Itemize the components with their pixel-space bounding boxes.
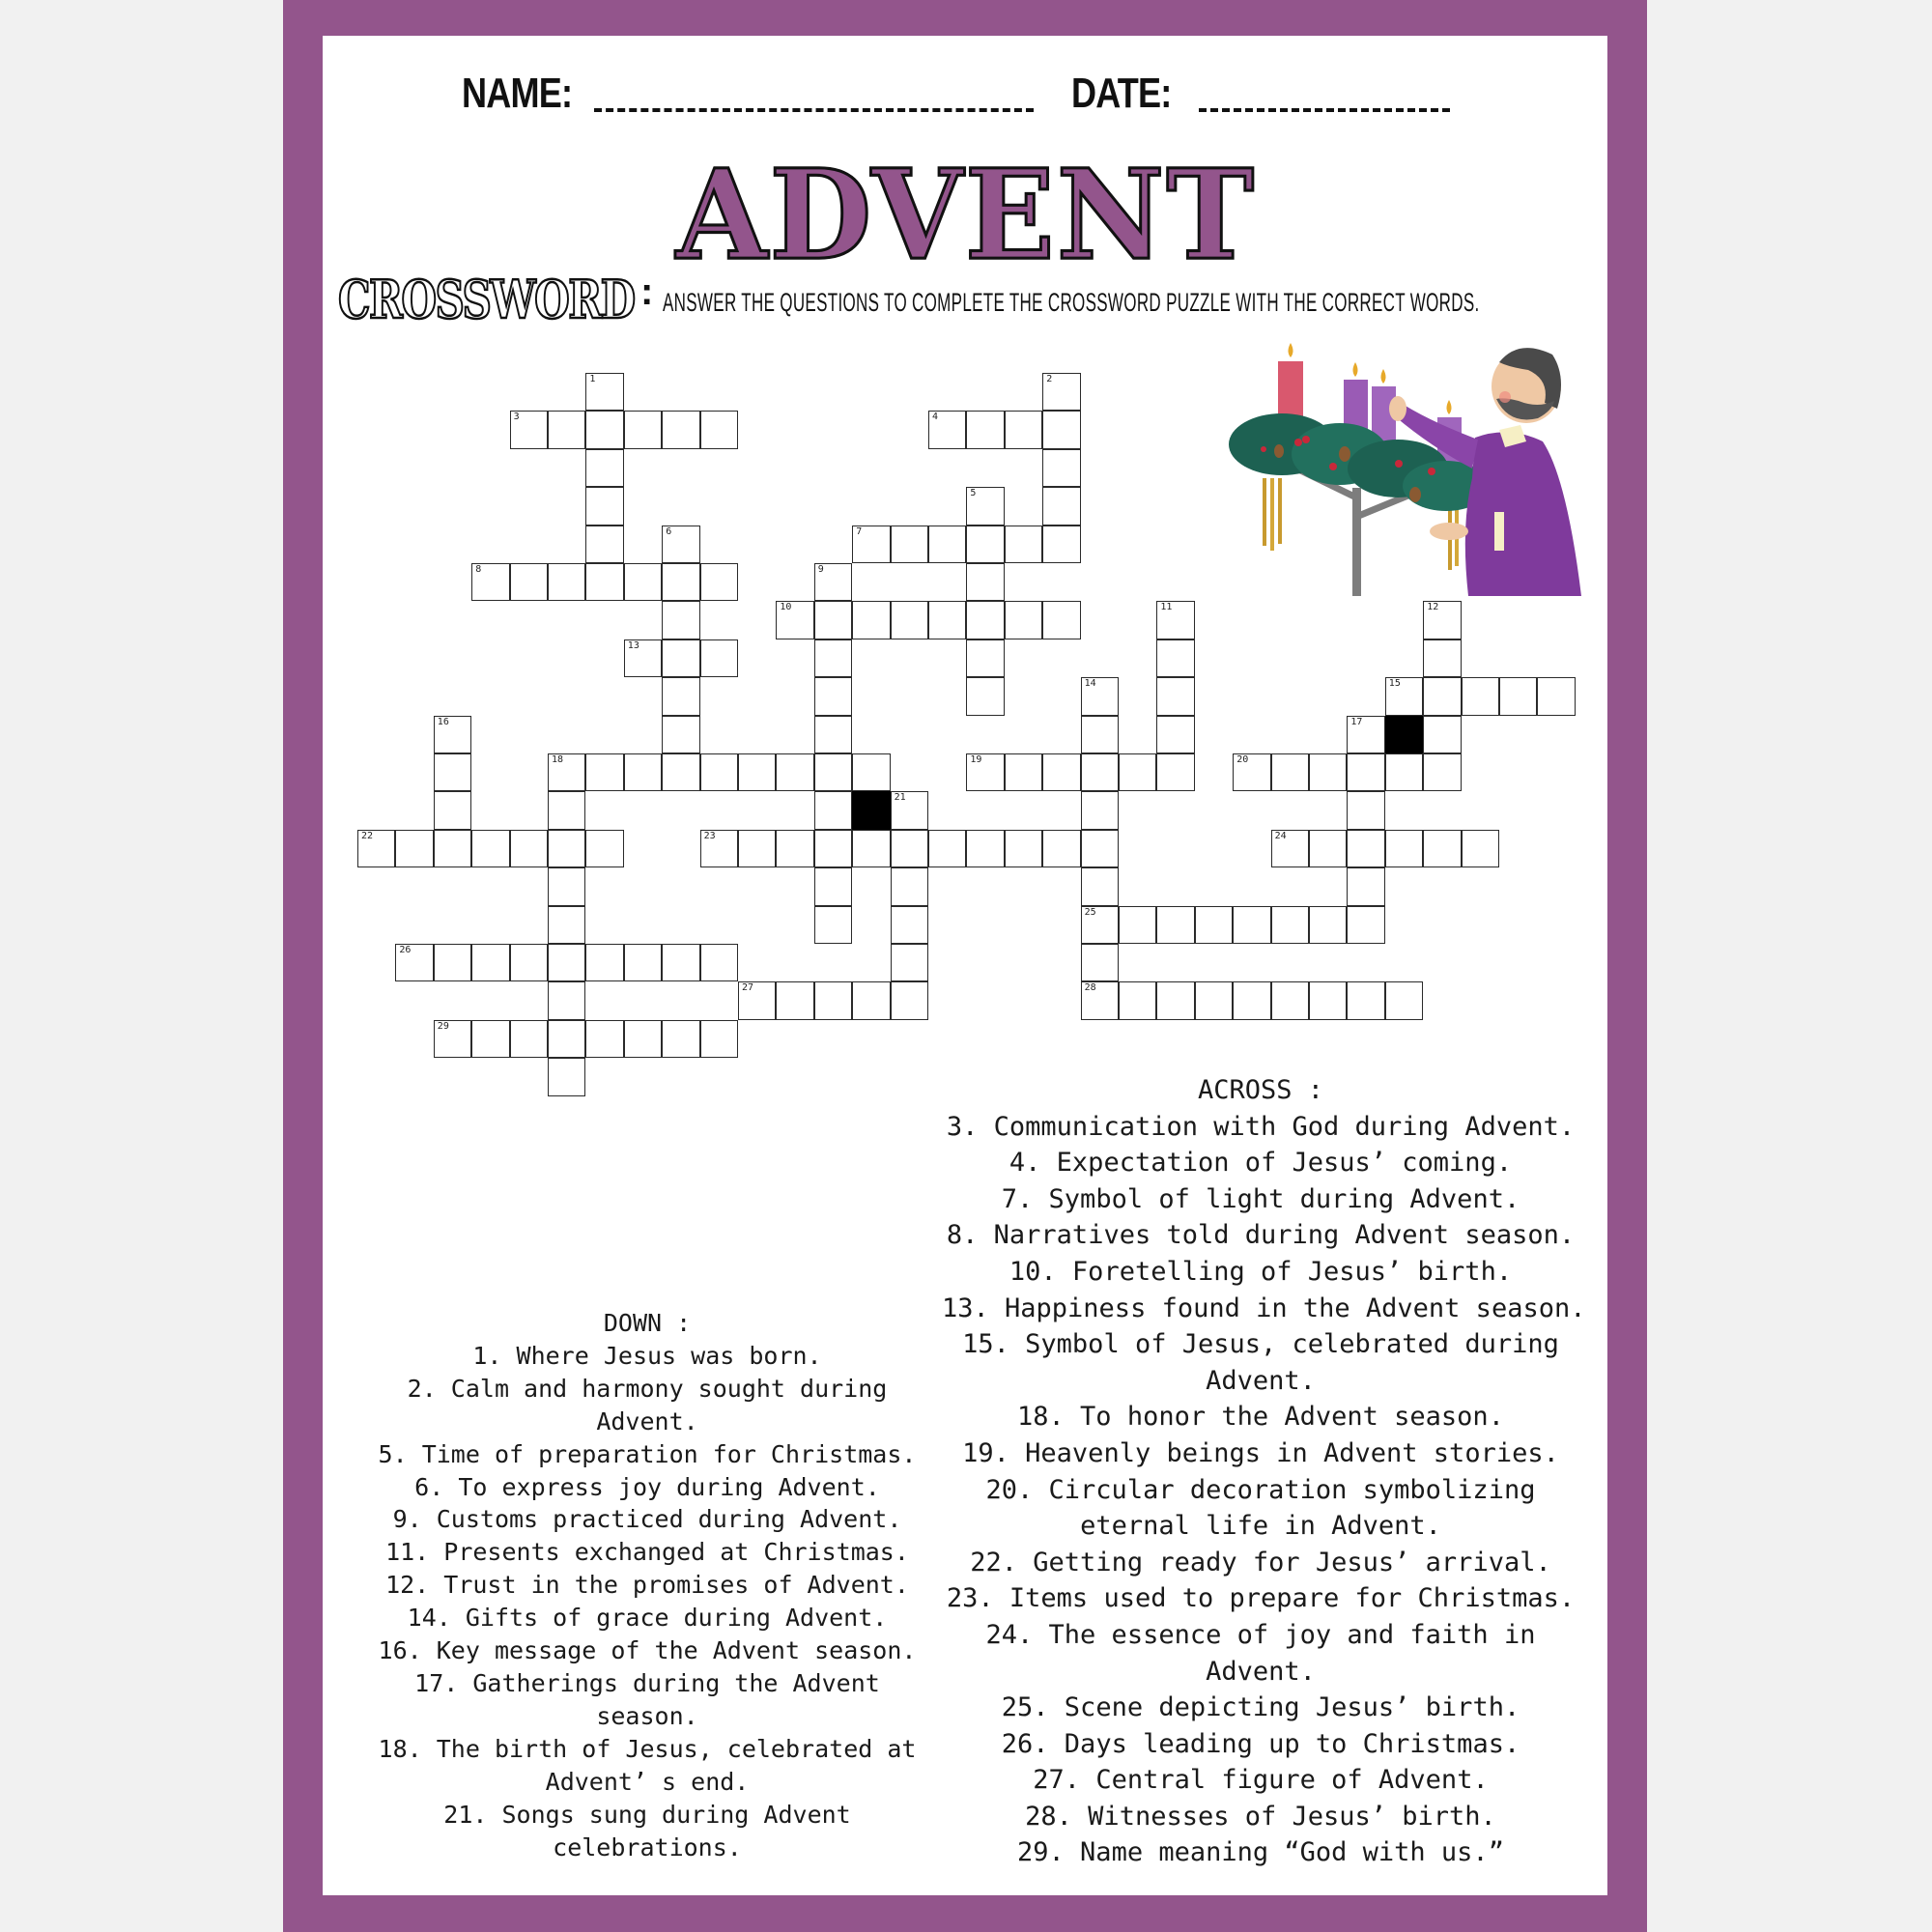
clue-number: 26 (399, 945, 412, 955)
crossword-cell[interactable] (662, 677, 699, 715)
crossword-cell[interactable] (1081, 867, 1119, 905)
crossword-cell[interactable] (891, 906, 928, 944)
crossword-cell[interactable] (852, 981, 890, 1019)
across-clues (942, 1072, 1586, 1871)
heading-colon: : (640, 270, 654, 313)
crossword-cell[interactable] (1156, 677, 1194, 715)
crossword-cell[interactable] (1347, 981, 1384, 1019)
advent-wreath-icon (1219, 333, 1588, 599)
crossword-cell[interactable] (1309, 830, 1347, 867)
crossword-cell[interactable] (624, 944, 662, 981)
crossword-cell[interactable] (1423, 677, 1461, 715)
clue-number: 12 (1427, 602, 1439, 613)
crossword-cell[interactable] (624, 1020, 662, 1058)
down-clue: 9. Customs practiced during Advent. (392, 1505, 902, 1534)
crossword-cell[interactable] (776, 753, 813, 791)
across-clue: 29. Name meaning “God with us.” (1017, 1837, 1504, 1868)
crossword-cell[interactable] (1005, 830, 1042, 867)
crossword-cell[interactable] (1156, 639, 1194, 677)
across-clue: 28. Witnesses of Jesus’ birth. (1025, 1801, 1496, 1832)
crossword-cell[interactable] (1081, 981, 1119, 1019)
crossword-cell[interactable] (814, 716, 852, 753)
crossword-cell[interactable] (662, 753, 699, 791)
crossword-cell[interactable] (662, 563, 699, 601)
name-label: NAME: (462, 70, 573, 117)
crossword-cell[interactable] (1195, 906, 1233, 944)
crossword-cell[interactable] (738, 753, 776, 791)
crossword-cell[interactable] (738, 830, 776, 867)
clue-number: 29 (437, 1020, 449, 1032)
crossword-cell[interactable] (966, 830, 1004, 867)
down-clue: celebrations. (553, 1833, 742, 1861)
clue-number: 28 (1084, 982, 1096, 994)
down-clue: Advent’ s end. (545, 1767, 750, 1796)
clue-number: 19 (970, 754, 982, 765)
crossword-cell[interactable] (662, 411, 699, 448)
crossword-cell[interactable] (1081, 753, 1119, 791)
crossword-cell[interactable] (548, 1058, 585, 1095)
across-clue: 23. Items used to prepare for Christmas. (946, 1583, 1576, 1614)
clue-number: 2 (1046, 374, 1053, 384)
crossword-cell[interactable] (585, 411, 623, 448)
crossword-cell[interactable] (1271, 753, 1309, 791)
crossword-cell[interactable] (1042, 449, 1080, 487)
clue-number: 5 (970, 488, 977, 499)
crossword-cell[interactable] (1119, 753, 1156, 791)
across-clue: 25. Scene depicting Jesus’ birth. (1001, 1692, 1520, 1723)
crossword-cell[interactable] (891, 830, 928, 867)
crossword-cell[interactable] (548, 563, 585, 601)
down-clue: season. (596, 1701, 698, 1730)
down-clue: 1. Where Jesus was born. (472, 1341, 822, 1370)
down-clue: 18. The birth of Jesus, celebrated at (378, 1734, 917, 1763)
crossword-cell[interactable] (1233, 906, 1270, 944)
crossword-cell[interactable] (624, 563, 662, 601)
crossword-cell[interactable] (662, 526, 699, 563)
crossword-cell[interactable] (662, 1020, 699, 1058)
crossword-cell[interactable] (814, 906, 852, 944)
crossword-cell[interactable] (700, 753, 738, 791)
crossword-cell[interactable] (1081, 906, 1119, 944)
crossword-cell[interactable] (891, 601, 928, 639)
crossword-cell[interactable] (510, 563, 548, 601)
crossword-cell[interactable] (434, 791, 471, 829)
crossword-cell[interactable] (1119, 981, 1156, 1019)
crossword-cell[interactable] (700, 563, 738, 601)
crossword-cell[interactable] (700, 1020, 738, 1058)
crossword-cell[interactable] (700, 830, 738, 867)
crossword-cell[interactable] (1233, 753, 1270, 791)
crossword-cell[interactable] (814, 867, 852, 905)
across-clue-list (942, 1109, 1586, 1871)
across-clue: 18. To honor the Advent season. (1017, 1402, 1504, 1433)
crossword-cell[interactable] (1081, 944, 1119, 981)
crossword-cell[interactable] (1309, 906, 1347, 944)
crossword-cell[interactable] (624, 639, 662, 677)
crossword-cell[interactable] (434, 1020, 471, 1058)
crossword-cell[interactable] (1423, 639, 1461, 677)
crossword-cell[interactable] (585, 449, 623, 487)
crossword-cell[interactable] (434, 830, 471, 867)
crossword-cell[interactable] (510, 1020, 548, 1058)
crossword-cell[interactable] (471, 944, 509, 981)
advent-wreath-priest-illustration (1219, 333, 1588, 599)
crossword-cell[interactable] (1462, 830, 1499, 867)
crossword-cell[interactable] (928, 601, 966, 639)
crossword-cell[interactable] (966, 601, 1004, 639)
crossword-cell[interactable] (585, 944, 623, 981)
down-clue: 12. Trust in the promises of Advent. (385, 1571, 909, 1600)
crossword-cell[interactable] (1385, 677, 1423, 715)
across-clue: 7. Symbol of light during Advent. (1001, 1183, 1520, 1214)
crossword-cell[interactable] (1423, 601, 1461, 639)
crossword-cell[interactable] (1042, 830, 1080, 867)
crossword-cell[interactable] (1081, 830, 1119, 867)
crossword-cell[interactable] (814, 639, 852, 677)
crossword-cell[interactable] (852, 753, 890, 791)
crossword-cell[interactable] (1005, 411, 1042, 448)
crossword-cell[interactable] (1347, 830, 1384, 867)
instructions-text: ANSWER THE QUESTIONS TO COMPLETE THE CROSSWORD PUZZLE WITH THE CORRECT WORDS. (663, 288, 1480, 317)
crossword-cell[interactable] (1042, 373, 1080, 411)
crossword-cell[interactable] (814, 601, 852, 639)
down-clue: 14. Gifts of grace during Advent. (407, 1604, 888, 1633)
crossword-cell[interactable] (1042, 526, 1080, 563)
crossword-heading: CROSSWORD (338, 269, 635, 330)
crossword-cell[interactable] (1537, 677, 1575, 715)
crossword-cell[interactable] (585, 1020, 623, 1058)
crossword-cell[interactable] (700, 411, 738, 448)
crossword-cell[interactable] (891, 791, 928, 829)
clue-number: 11 (1160, 602, 1173, 613)
crossword-cell[interactable] (738, 981, 776, 1019)
date-label: DATE: (1071, 70, 1172, 117)
clue-number: 24 (1274, 830, 1287, 841)
crossword-cell[interactable] (585, 373, 623, 411)
crossword-cell[interactable] (548, 753, 585, 791)
crossword-cell[interactable] (966, 639, 1004, 677)
crossword-cell[interactable] (776, 981, 813, 1019)
crossword-cell[interactable] (966, 563, 1004, 601)
crossword-cell[interactable] (585, 487, 623, 525)
crossword-cell[interactable] (1042, 753, 1080, 791)
crossword-cell[interactable] (548, 867, 585, 905)
crossword-cell[interactable] (1156, 981, 1194, 1019)
down-header: DOWN : (603, 1309, 692, 1337)
down-clue: 17. Gatherings during the Advent (414, 1668, 880, 1697)
crossword-cell[interactable] (1156, 716, 1194, 753)
crossword-cell[interactable] (1385, 981, 1423, 1019)
crossword-cell[interactable] (1271, 981, 1309, 1019)
crossword-cell[interactable] (1156, 906, 1194, 944)
down-clues (372, 1307, 923, 1863)
crossword-cell[interactable] (585, 753, 623, 791)
crossword-cell[interactable] (548, 944, 585, 981)
crossword-cell[interactable] (966, 677, 1004, 715)
clue-number: 27 (742, 982, 754, 994)
crossword-cell[interactable] (928, 830, 966, 867)
clue-number: 20 (1236, 754, 1249, 765)
crossword-cell[interactable] (1081, 791, 1119, 829)
crossword-cell[interactable] (548, 906, 585, 944)
across-clue: 10. Foretelling of Jesus’ birth. (1009, 1256, 1513, 1287)
down-clue: 6. To express joy during Advent. (414, 1472, 880, 1501)
crossword-cell[interactable] (966, 526, 1004, 563)
crossword-cell[interactable] (852, 601, 890, 639)
down-clue: 5. Time of preparation for Christmas. (378, 1439, 917, 1468)
crossword-cell[interactable] (1271, 830, 1309, 867)
crossword-cell[interactable] (434, 944, 471, 981)
across-clue: 13. Happiness found in the Advent season. (942, 1293, 1586, 1323)
across-clue: 8. Narratives told during Advent season. (946, 1220, 1576, 1251)
across-clue: 19. Heavenly beings in Advent stories. (962, 1437, 1559, 1468)
crossword-cell[interactable] (1347, 791, 1384, 829)
crossword-cell[interactable] (1156, 753, 1194, 791)
clue-number: 14 (1084, 678, 1096, 690)
crossword-cell[interactable] (891, 981, 928, 1019)
crossword-cell[interactable] (585, 526, 623, 563)
down-clue: 11. Presents exchanged at Christmas. (385, 1538, 909, 1567)
across-clue: 27. Central figure of Advent. (1033, 1765, 1489, 1796)
black-cell (1385, 716, 1423, 753)
clue-number: 4 (932, 412, 939, 423)
clue-number: 9 (817, 564, 824, 575)
clue-number: 17 (1350, 716, 1363, 727)
crossword-cell[interactable] (1042, 411, 1080, 448)
across-clue: 22. Getting ready for Jesus’ arrival. (970, 1547, 1551, 1577)
crossword-cell[interactable] (662, 716, 699, 753)
crossword-cell[interactable] (966, 753, 1004, 791)
crossword-cell[interactable] (966, 487, 1004, 525)
crossword-cell[interactable] (1005, 526, 1042, 563)
clue-number: 3 (513, 412, 520, 423)
across-clue: 26. Days leading up to Christmas. (1001, 1728, 1520, 1759)
crossword-cell[interactable] (1042, 487, 1080, 525)
crossword-cell[interactable] (624, 753, 662, 791)
across-clue: 3. Communication with God during Advent. (946, 1111, 1576, 1142)
black-cell (852, 791, 890, 829)
clue-number: 18 (552, 754, 564, 765)
crossword-cell[interactable] (510, 411, 548, 448)
crossword-cell[interactable] (1233, 981, 1270, 1019)
across-clue: 4. Expectation of Jesus’ coming. (1009, 1148, 1513, 1179)
clue-number: 23 (703, 830, 716, 841)
clue-number: 13 (627, 639, 639, 651)
clue-number: 16 (437, 716, 449, 727)
clue-number: 25 (1084, 906, 1096, 918)
crossword-cell[interactable] (814, 981, 852, 1019)
crossword-cell[interactable] (548, 411, 585, 448)
crossword-cell[interactable] (548, 791, 585, 829)
clue-number: 8 (475, 564, 482, 575)
crossword-cell[interactable] (1042, 601, 1080, 639)
crossword-cell[interactable] (1005, 601, 1042, 639)
crossword-cell[interactable] (1119, 906, 1156, 944)
crossword-cell[interactable] (510, 944, 548, 981)
crossword-cell[interactable] (891, 944, 928, 981)
crossword-cell[interactable] (1195, 981, 1233, 1019)
crossword-cell[interactable] (852, 526, 890, 563)
down-clue: 21. Songs sung during Advent (443, 1800, 851, 1829)
clue-number: 1 (589, 374, 596, 384)
crossword-cell[interactable] (585, 563, 623, 601)
crossword-cell[interactable] (814, 753, 852, 791)
crossword-cell[interactable] (852, 830, 890, 867)
crossword-cell[interactable] (1309, 753, 1347, 791)
crossword-cell[interactable] (814, 791, 852, 829)
crossword-cell[interactable] (1005, 753, 1042, 791)
crossword-cell[interactable] (814, 563, 852, 601)
across-clue: 24. The essence of joy and faith in (985, 1619, 1536, 1650)
crossword-cell[interactable] (471, 563, 509, 601)
clue-number: 6 (666, 526, 672, 537)
across-clue: 20. Circular decoration symbolizing (985, 1474, 1536, 1505)
crossword-cell[interactable] (776, 601, 813, 639)
crossword-cell[interactable] (434, 716, 471, 753)
crossword-cell[interactable] (814, 830, 852, 867)
crossword-cell[interactable] (1347, 753, 1384, 791)
crossword-cell[interactable] (776, 830, 813, 867)
crossword-cell[interactable] (1462, 677, 1499, 715)
down-clue: 16. Key message of the Advent season. (378, 1636, 917, 1665)
crossword-cell[interactable] (814, 677, 852, 715)
crossword-cell[interactable] (1271, 906, 1309, 944)
crossword-cell[interactable] (928, 526, 966, 563)
crossword-cell[interactable] (395, 944, 433, 981)
crossword-cell[interactable] (928, 411, 966, 448)
across-clue: Advent. (1206, 1365, 1316, 1396)
across-clue: eternal life in Advent. (1080, 1511, 1441, 1542)
crossword-cell[interactable] (891, 526, 928, 563)
crossword-cell[interactable] (510, 830, 548, 867)
crossword-cell[interactable] (1423, 753, 1461, 791)
crossword-cell[interactable] (1309, 981, 1347, 1019)
down-clue: 2. Calm and harmony sought during (407, 1374, 888, 1403)
across-header: ACROSS : (1197, 1075, 1324, 1105)
clue-number: 21 (894, 792, 906, 804)
crossword-cell[interactable] (1347, 716, 1384, 753)
crossword-cell[interactable] (662, 639, 699, 677)
down-clue-list (372, 1340, 923, 1864)
clue-number: 10 (780, 602, 792, 613)
crossword-cell[interactable] (1423, 716, 1461, 753)
down-clue: Advent. (596, 1406, 698, 1435)
crossword-cell[interactable] (548, 981, 585, 1019)
crossword-cell[interactable] (548, 830, 585, 867)
crossword-cell[interactable] (471, 1020, 509, 1058)
crossword-cell[interactable] (891, 867, 928, 905)
crossword-cell[interactable] (1081, 716, 1119, 753)
clue-number: 22 (361, 830, 374, 841)
crossword-cell[interactable] (624, 411, 662, 448)
crossword-cell[interactable] (966, 411, 1004, 448)
crossword-cell[interactable] (471, 830, 509, 867)
clue-number: 7 (856, 526, 863, 537)
crossword-cell[interactable] (1156, 601, 1194, 639)
crossword-cell[interactable] (700, 944, 738, 981)
crossword-cell[interactable] (1081, 677, 1119, 715)
crossword-cell[interactable] (585, 830, 623, 867)
clue-number: 15 (1388, 678, 1401, 690)
across-clue: 15. Symbol of Jesus, celebrated during (962, 1329, 1559, 1360)
crossword-cell[interactable] (1347, 906, 1384, 944)
page-title: ADVENT (675, 141, 1257, 288)
crossword-cell[interactable] (1385, 753, 1423, 791)
crossword-cell[interactable] (434, 753, 471, 791)
crossword-cell[interactable] (1347, 867, 1384, 905)
across-clue: Advent. (1206, 1656, 1316, 1687)
crossword-cell[interactable] (1385, 830, 1423, 867)
crossword-cell[interactable] (548, 1020, 585, 1058)
crossword-cell[interactable] (662, 944, 699, 981)
crossword-cell[interactable] (395, 830, 433, 867)
crossword-cell[interactable] (357, 830, 395, 867)
crossword-cell[interactable] (700, 639, 738, 677)
crossword-cell[interactable] (662, 601, 699, 639)
crossword-cell[interactable] (1499, 677, 1537, 715)
crossword-cell[interactable] (1423, 830, 1461, 867)
